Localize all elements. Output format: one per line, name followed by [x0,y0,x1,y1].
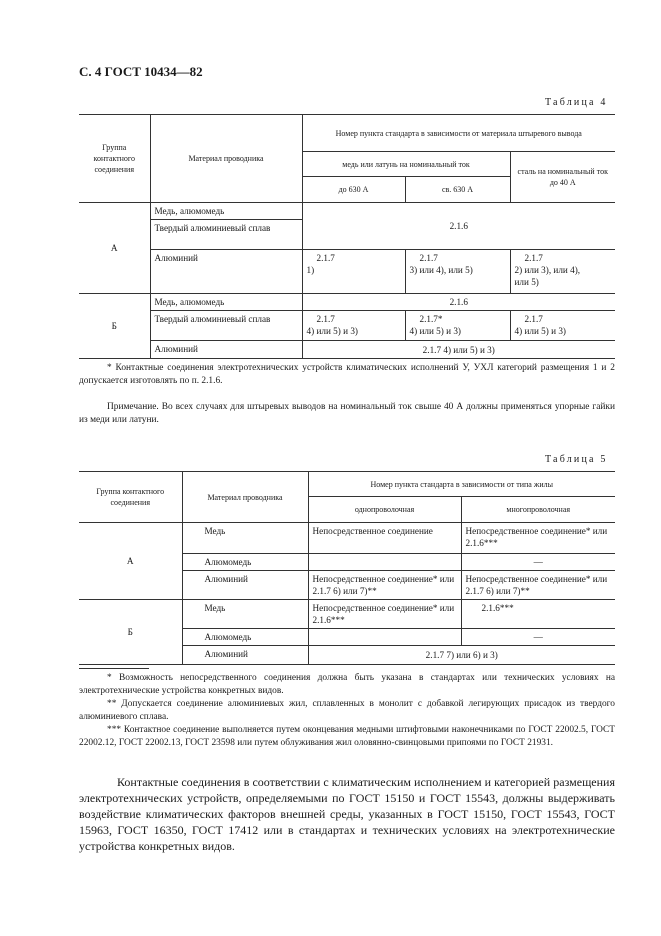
t5-a1-single: Непосредственное соединение [308,523,461,554]
t5-a-material-2: Алюмомедь [182,554,308,571]
closing-paragraph: Контактные соединения в соответствии с климатическим исполнением и категорией размещения электротехнических устройств, определяемыми по ГОСТ 15150 и ГОСТ 15543, должны выдерживать воздействие климатических факторов внешней среды, указанных в ГОСТ 15150, ГОСТ 15543, ГОСТ 15963, ГОСТ 16350, ГОСТ 17412 или в стандартах и технических условиях на электротехнические устройства конкретных видов. [79,775,615,853]
t5-a2-multi: — [461,554,615,571]
t5-b3-all: 2.1.7 7) или 6) и 3) [308,646,615,665]
table4-caption: Таблица 4 [545,97,608,108]
t5-a-material-3: Алюминий [182,571,308,600]
t4-group-b: Б [79,294,150,359]
t5-b-material-1: Медь [182,600,308,629]
footnote-rule-1 [79,358,149,359]
table5-caption: Таблица 5 [545,454,608,465]
t4-b-material-1: Медь, алюмомедь [150,294,302,311]
table-5 [79,471,615,665]
footnote-rule-2 [79,668,149,669]
t4-a3-col1: 2.1.7 1) [302,250,405,294]
t5-b2-single [308,629,461,646]
table4-remark: Примечание. Во всех случаях для штыревых выводов на номинальный ток свыше 40 А должны применяться упорные гайки из меди или латуни. [79,402,615,425]
t4-head-to630: до 630 А [302,177,405,203]
t4-a-material-3: Алюминий [150,250,302,294]
table-4 [79,114,615,359]
t4-a-value-12: 2.1.6 [302,203,615,250]
t4-b-value-3: 2.1.7 4) или 5) и 3) [302,341,615,359]
t5-b-material-3: Алюминий [182,646,308,665]
t4-b2-col1: 2.1.7 4) или 5) и 3) [302,311,405,341]
t5-a3-multi: Непосредственное соединение* или 2.1.7 6) или 7)** [461,571,615,600]
t5-a-material-1: Медь [182,523,308,554]
t4-head-material: Материал проводника [150,115,302,203]
t5-group-a: А [79,523,182,600]
table5-footnote-1: * Возможность непосредственного соединения должна быть указана в стандартах или технических условиях на электротехнические устройства конкретных видов. [79,673,615,696]
t5-head-single: однопроволочная [308,497,461,523]
t4-head-number: Номер пункта стандарта в зависимости от материала штыревого вывода [302,115,615,152]
t4-head-group: Группа контактного соединения [79,115,150,203]
t5-head-material: Материал проводника [182,472,308,523]
t4-head-over630: св. 630 А [405,177,510,203]
t5-a2-single [308,554,461,571]
t5-a3-single: Непосредственное соединение* или 2.1.7 6) или 7)** [308,571,461,600]
t4-b2-col2: 2.1.7* 4) или 5) и 3) [405,311,510,341]
t5-b2-multi: — [461,629,615,646]
t5-a1-multi: Непосредственное соединение* или 2.1.6*** [461,523,615,554]
t4-b-value-1: 2.1.6 [302,294,615,311]
t5-head-number: Номер пункта стандарта в зависимости от типа жилы [308,472,615,497]
t5-group-b: Б [79,600,182,665]
t4-head-steel: сталь на номинальный ток до 40 А [510,152,615,203]
t4-a-material-1: Медь, алюмомедь [150,203,302,220]
table5-footnote-3: *** Контактное соединение выполняется путем оконцевания медными штифтовыми наконечниками по ГОСТ 22002.5, ГОСТ 22002.12, ГОСТ 22002.13, ГОСТ 23598 или путем облуживания жил оловянно-свинцовыми припоями по ГОСТ 21931. [79,725,615,748]
t4-b-material-2: Твердый алюминиевый сплав [150,311,302,341]
t5-head-group: Группа контактного соединения [79,472,182,523]
table5-footnote-2: ** Допускается соединение алюминиевых жил, сплавленных в монолит с добавкой легирующих присадок из твердого алюминиевого сплава. [79,699,615,722]
t4-a-material-2: Твердый алюминиевый сплав [150,220,302,250]
t5-b1-multi: 2.1.6*** [461,600,615,629]
t4-group-a: А [79,203,150,294]
t4-a3-col2: 2.1.7 3) или 4), или 5) [405,250,510,294]
t4-b-material-3: Алюминий [150,341,302,359]
table4-footnote: * Контактные соединения электротехнических устройств климатических исполнений У, УХЛ категорий размещения 1 и 2 допускается изготовлять по п. 2.1.6. [79,363,615,386]
page-header: С. 4 ГОСТ 10434—82 [79,64,203,79]
t4-b2-col3: 2.1.7 4) или 5) и 3) [510,311,615,341]
t4-a3-col3: 2.1.7 2) или 3), или 4), или 5) [510,250,615,294]
t5-head-multi: многопроволочная [461,497,615,523]
t5-b-material-2: Алюмомедь [182,629,308,646]
t4-head-copper: медь или латунь на номинальный ток [302,152,510,177]
t5-b1-single: Непосредственное соединение* или 2.1.6*** [308,600,461,629]
